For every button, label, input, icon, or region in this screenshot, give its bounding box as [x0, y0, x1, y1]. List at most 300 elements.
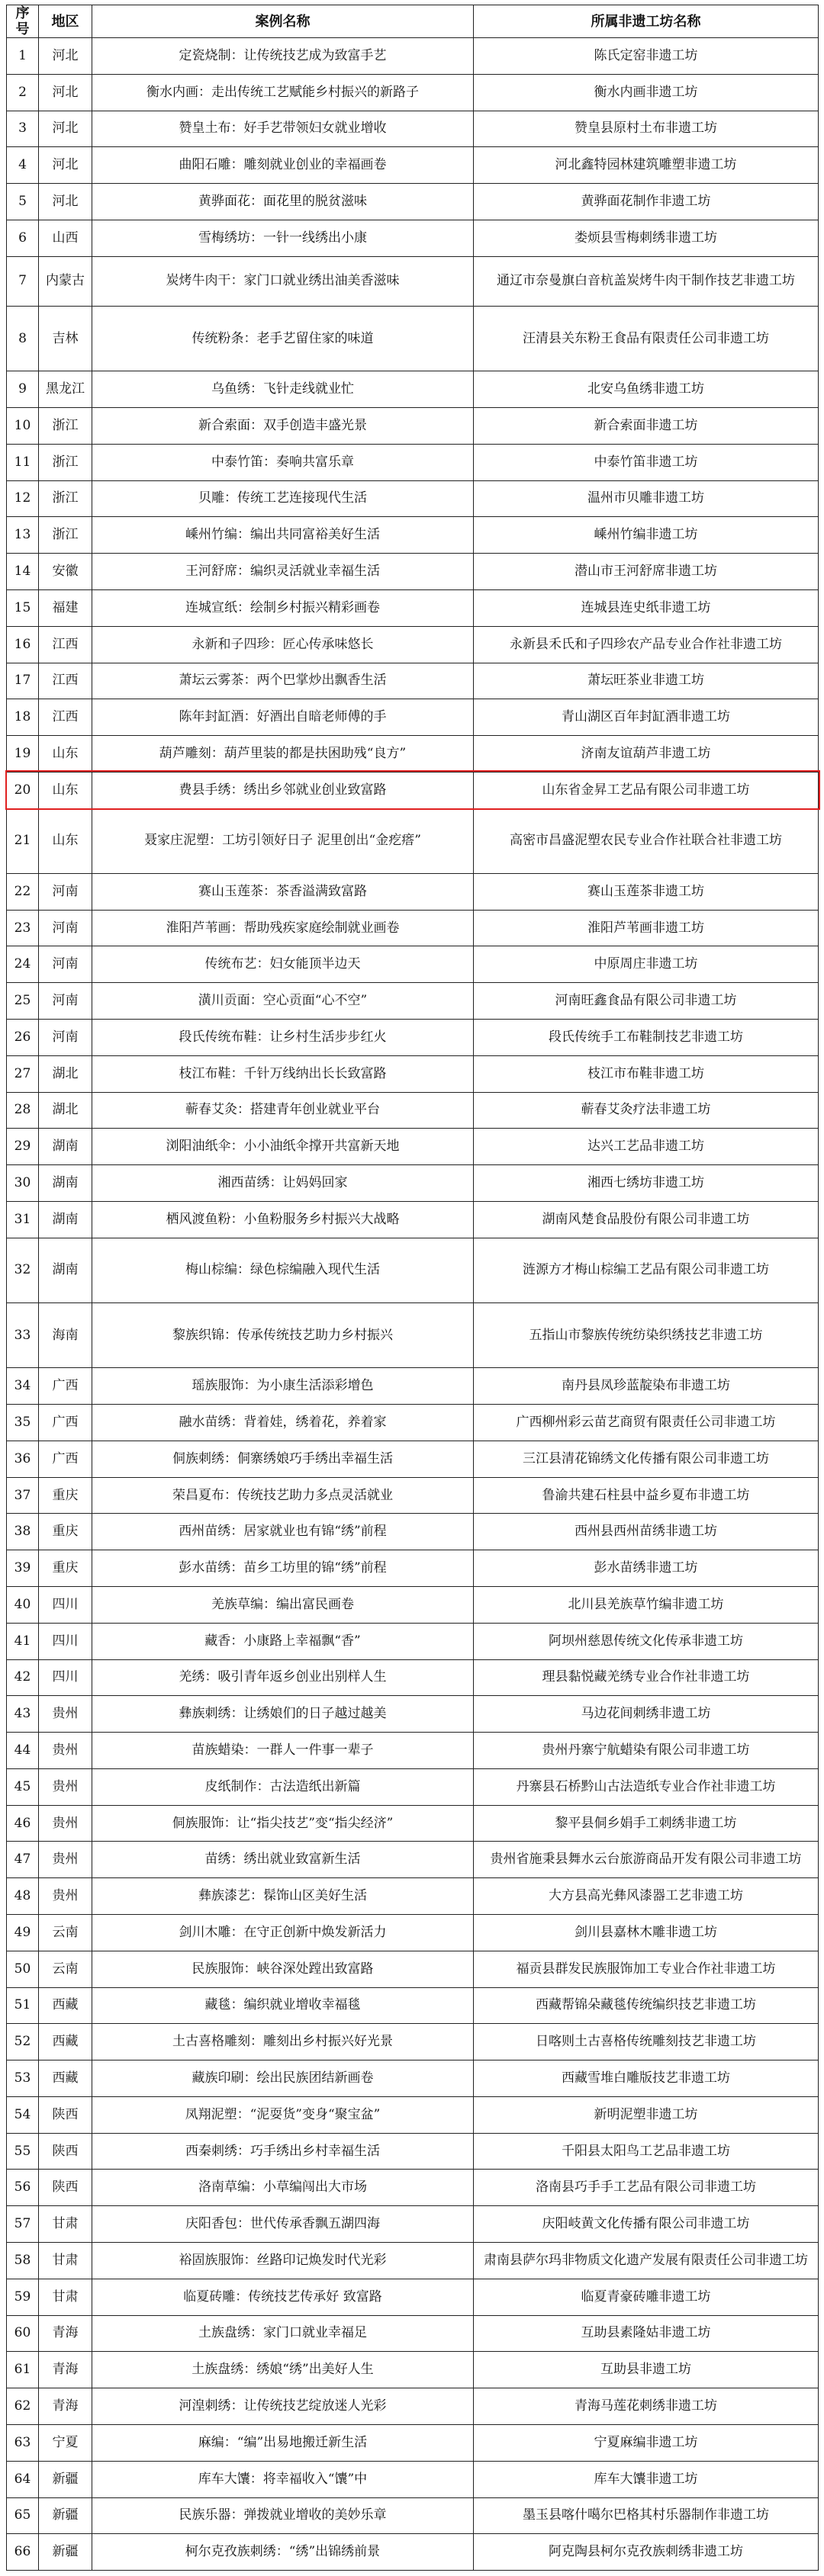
row-workshop: 西藏帮锦朵藏毯传统编织技艺非遗工坊 [474, 1987, 819, 2024]
row-workshop: 墨玉县喀什噶尔巴格其村乐器制作非遗工坊 [474, 2497, 819, 2534]
row-no: 65 [7, 2497, 39, 2534]
row-no: 16 [7, 626, 39, 663]
table-row [7, 2024, 819, 2060]
table-row [7, 480, 819, 517]
row-workshop: 段氏传统手工布鞋制技艺非遗工坊 [474, 1020, 819, 1056]
table-row [7, 2534, 819, 2571]
row-no: 20 [7, 772, 39, 808]
row-workshop: 连城县连史纸非遗工坊 [474, 589, 819, 626]
row-workshop: 永新县禾氏和子四珍农产品专业合作社非遗工坊 [474, 626, 819, 663]
row-case: 土族盘绣：绣娘“绣”出美好人生 [92, 2352, 474, 2388]
row-no: 5 [7, 184, 39, 220]
row-workshop: 枝江市布鞋非遗工坊 [474, 1055, 819, 1092]
row-case: 潢川贡面：空心贡面“心不空” [92, 983, 474, 1020]
row-workshop: 新明泥塑非遗工坊 [474, 2096, 819, 2133]
row-workshop: 洛南县巧手手工艺品有限公司非遗工坊 [474, 2170, 819, 2206]
row-province: 贵州 [39, 1878, 92, 1915]
table-row [7, 1696, 819, 1733]
row-province: 浙江 [39, 408, 92, 445]
row-case: 羌族草编：编出富民画卷 [92, 1586, 474, 1623]
table-row [7, 1129, 819, 1165]
row-case: 瑶族服饰：为小康生活添彩增色 [92, 1368, 474, 1405]
row-province: 青海 [39, 2388, 92, 2425]
row-province: 河南 [39, 946, 92, 983]
row-case: 衡水内画：走出传统工艺赋能乡村振兴的新路子 [92, 74, 474, 111]
table-row [7, 2060, 819, 2097]
row-no: 14 [7, 554, 39, 590]
table-row [7, 2096, 819, 2133]
row-case: 彭水苗绣：苗乡工坊里的锦“绣”前程 [92, 1550, 474, 1587]
table-row [7, 1238, 819, 1302]
row-province: 江西 [39, 699, 92, 736]
row-case: 葫芦雕刻：葫芦里装的都是扶困助残“良方” [92, 736, 474, 772]
row-workshop: 河北鑫特园林建筑雕塑非遗工坊 [474, 147, 819, 184]
row-case: 皮纸制作：古法造纸出新篇 [92, 1768, 474, 1805]
row-province: 重庆 [39, 1550, 92, 1587]
row-workshop: 福贡县群发民族服饰加工专业合作社非遗工坊 [474, 1951, 819, 1987]
table-row [7, 444, 819, 480]
row-case: 聂家庄泥塑：工坊引领好日子 泥里创出“金疙瘩” [92, 808, 474, 873]
row-no: 55 [7, 2133, 39, 2170]
row-workshop: 中泰竹笛非遗工坊 [474, 444, 819, 480]
row-no: 11 [7, 444, 39, 480]
row-case: 西州苗绣：居家就业也有锦“绣”前程 [92, 1514, 474, 1550]
row-no: 12 [7, 480, 39, 517]
row-case: 临夏砖雕：传统技艺传承好 致富路 [92, 2279, 474, 2315]
row-no: 38 [7, 1514, 39, 1550]
table-row [7, 256, 819, 306]
row-province: 河北 [39, 74, 92, 111]
row-no: 57 [7, 2206, 39, 2243]
row-case: 传统布艺：妇女能顶半边天 [92, 946, 474, 983]
row-no: 18 [7, 699, 39, 736]
row-province: 浙江 [39, 444, 92, 480]
row-no: 10 [7, 408, 39, 445]
row-province: 湖南 [39, 1129, 92, 1165]
row-workshop: 五指山市黎族传统纺染织绣技艺非遗工坊 [474, 1303, 819, 1368]
row-workshop: 山东省金昇工艺品有限公司非遗工坊 [474, 772, 819, 808]
row-case: 羌绣：吸引青年返乡创业出别样人生 [92, 1659, 474, 1696]
row-workshop: 彭水苗绣非遗工坊 [474, 1550, 819, 1587]
row-case: 苗绣：绣出就业致富新生活 [92, 1842, 474, 1878]
row-case: 赛山玉莲茶：茶香溢满致富路 [92, 873, 474, 910]
row-case: 定瓷烧制：让传统技艺成为致富手艺 [92, 38, 474, 75]
row-workshop: 贵州省施秉县舞水云台旅游商品开发有限公司非遗工坊 [474, 1842, 819, 1878]
header-no: 序号 [7, 5, 39, 38]
row-province: 河南 [39, 873, 92, 910]
row-province: 浙江 [39, 480, 92, 517]
row-case: 浏阳油纸伞：小小油纸伞撑开共富新天地 [92, 1129, 474, 1165]
row-workshop: 赛山玉莲茶非遗工坊 [474, 873, 819, 910]
row-no: 32 [7, 1238, 39, 1302]
row-workshop: 青山湖区百年封缸酒非遗工坊 [474, 699, 819, 736]
row-workshop: 通辽市奈曼旗白音杭盖炭烤牛肉干制作技艺非遗工坊 [474, 256, 819, 306]
row-workshop: 温州市贝雕非遗工坊 [474, 480, 819, 517]
row-case: 陈年封缸酒：好酒出自暗老师傅的手 [92, 699, 474, 736]
row-no: 8 [7, 306, 39, 371]
row-case: 土族盘绣：家门口就业幸福足 [92, 2315, 474, 2352]
table-row [7, 220, 819, 256]
row-case: 洛南草编：小草编闯出大市场 [92, 2170, 474, 2206]
row-workshop: 北安乌鱼绣非遗工坊 [474, 371, 819, 408]
row-province: 吉林 [39, 306, 92, 371]
row-case: 炭烤牛肉干：家门口就业绣出油美香滋味 [92, 256, 474, 306]
row-workshop: 阿坝州慈恩传统文化传承非遗工坊 [474, 1623, 819, 1659]
row-case: 西秦刺绣：巧手绣出乡村幸福生活 [92, 2133, 474, 2170]
row-province: 新疆 [39, 2461, 92, 2497]
row-workshop: 北川县羌族草竹编非遗工坊 [474, 1586, 819, 1623]
table-row [7, 147, 819, 184]
table-row [7, 699, 819, 736]
case-list-table [6, 5, 819, 2571]
row-workshop: 河南旺鑫食品有限公司非遗工坊 [474, 983, 819, 1020]
row-province: 重庆 [39, 1514, 92, 1550]
row-case: 蕲春艾灸：搭建青年创业就业平台 [92, 1092, 474, 1129]
row-workshop: 千阳县太阳鸟工艺品非遗工坊 [474, 2133, 819, 2170]
row-case: 藏毯：编织就业增收幸福毯 [92, 1987, 474, 2024]
table-row [7, 983, 819, 1020]
row-province: 云南 [39, 1951, 92, 1987]
table-row [7, 946, 819, 983]
row-province: 河南 [39, 1020, 92, 1056]
header-case: 案例名称 [92, 5, 474, 38]
table-row [7, 2315, 819, 2352]
row-case: 雪梅绣坊：一针一线绣出小康 [92, 220, 474, 256]
row-province: 四川 [39, 1659, 92, 1696]
row-workshop: 西州县西州苗绣非遗工坊 [474, 1514, 819, 1550]
row-no: 24 [7, 946, 39, 983]
row-workshop: 淮阳芦苇画非遗工坊 [474, 910, 819, 946]
row-case: 土古喜格雕刻：雕刻出乡村振兴好光景 [92, 2024, 474, 2060]
row-case: 裕固族服饰：丝路印记焕发时代光彩 [92, 2243, 474, 2279]
table-row [7, 517, 819, 554]
row-province: 西藏 [39, 1987, 92, 2024]
table-row [7, 663, 819, 699]
row-province: 黑龙江 [39, 371, 92, 408]
table-row [7, 910, 819, 946]
row-workshop: 庆阳岐黄文化传播有限公司非遗工坊 [474, 2206, 819, 2243]
table-row [7, 1987, 819, 2024]
row-workshop: 贵州丹寨宁航蜡染有限公司非遗工坊 [474, 1733, 819, 1769]
row-workshop: 大方县高光彝风漆器工艺非遗工坊 [474, 1878, 819, 1915]
row-workshop: 马边花间刺绣非遗工坊 [474, 1696, 819, 1733]
row-case: 庆阳香包：世代传承香飘五湖四海 [92, 2206, 474, 2243]
row-no: 40 [7, 1586, 39, 1623]
row-case: 栖风渡鱼粉：小鱼粉服务乡村振兴大战略 [92, 1201, 474, 1238]
row-case: 融水苗绣：背着娃，绣着花，养着家 [92, 1405, 474, 1441]
row-province: 浙江 [39, 517, 92, 554]
row-workshop: 潜山市王河舒席非遗工坊 [474, 554, 819, 590]
row-no: 17 [7, 663, 39, 699]
row-workshop: 三江县清花锦绣文化传播有限公司非遗工坊 [474, 1441, 819, 1477]
table-row [7, 1915, 819, 1951]
row-province: 四川 [39, 1623, 92, 1659]
row-no: 27 [7, 1055, 39, 1092]
row-no: 34 [7, 1368, 39, 1405]
row-case: 库车大馕：将幸福收入“馕”中 [92, 2461, 474, 2497]
row-case: 传统粉条：老手艺留住家的味道 [92, 306, 474, 371]
row-workshop: 蕲春艾灸疗法非遗工坊 [474, 1092, 819, 1129]
row-workshop: 嵊州竹编非遗工坊 [474, 517, 819, 554]
row-province: 山东 [39, 736, 92, 772]
row-no: 13 [7, 517, 39, 554]
table-row [7, 2461, 819, 2497]
row-case: 凤翔泥塑：“泥耍货”变身“聚宝盆” [92, 2096, 474, 2133]
row-workshop: 青海马莲花刺绣非遗工坊 [474, 2388, 819, 2425]
row-no: 6 [7, 220, 39, 256]
table-row [7, 2206, 819, 2243]
row-no: 9 [7, 371, 39, 408]
table-row [7, 626, 819, 663]
table-row [7, 1092, 819, 1129]
table-row [7, 1659, 819, 1696]
table-row [7, 2388, 819, 2425]
row-case: 费县手绣：绣出乡邻就业创业致富路 [92, 772, 474, 808]
row-province: 河南 [39, 983, 92, 1020]
row-no: 7 [7, 256, 39, 306]
table-row [7, 1623, 819, 1659]
row-case: 湘西苗绣：让妈妈回家 [92, 1165, 474, 1202]
row-workshop: 临夏青豪砖雕非遗工坊 [474, 2279, 819, 2315]
table-row [7, 808, 819, 873]
row-province: 重庆 [39, 1477, 92, 1514]
row-no: 31 [7, 1201, 39, 1238]
row-no: 62 [7, 2388, 39, 2425]
row-case: 赞皇土布：好手艺带领妇女就业增收 [92, 111, 474, 147]
row-workshop: 萧坛旺茶业非遗工坊 [474, 663, 819, 699]
table-row [7, 873, 819, 910]
row-no: 21 [7, 808, 39, 873]
row-case: 王河舒席：编织灵活就业幸福生活 [92, 554, 474, 590]
row-no: 52 [7, 2024, 39, 2060]
row-workshop: 达兴工艺品非遗工坊 [474, 1129, 819, 1165]
case-list-table-container [6, 5, 819, 2571]
row-workshop: 高密市昌盛泥塑农民专业合作社联合社非遗工坊 [474, 808, 819, 873]
row-no: 49 [7, 1915, 39, 1951]
table-row [7, 184, 819, 220]
row-case: 乌鱼绣：飞针走线就业忙 [92, 371, 474, 408]
table-row [7, 1165, 819, 1202]
row-case: 段氏传统布鞋：让乡村生活步步红火 [92, 1020, 474, 1056]
row-province: 河南 [39, 910, 92, 946]
row-province: 海南 [39, 1303, 92, 1368]
row-no: 4 [7, 147, 39, 184]
row-workshop: 广西柳州彩云苗艺商贸有限责任公司非遗工坊 [474, 1405, 819, 1441]
row-workshop: 南丹县凤珍蓝靛染布非遗工坊 [474, 1368, 819, 1405]
table-row [7, 2352, 819, 2388]
row-workshop: 宁夏麻编非遗工坊 [474, 2424, 819, 2461]
row-province: 陕西 [39, 2170, 92, 2206]
row-case: 侗族刺绣：侗寨绣娘巧手绣出幸福生活 [92, 1441, 474, 1477]
table-row [7, 1805, 819, 1842]
table-row [7, 38, 819, 75]
table-row [7, 111, 819, 147]
row-no: 39 [7, 1550, 39, 1587]
row-province: 贵州 [39, 1696, 92, 1733]
row-workshop: 新合索面非遗工坊 [474, 408, 819, 445]
row-no: 29 [7, 1129, 39, 1165]
row-case: 侗族服饰：让“指尖技艺”变“指尖经济” [92, 1805, 474, 1842]
row-workshop: 肃南县萨尔玛非物质文化遗产发展有限责任公司非遗工坊 [474, 2243, 819, 2279]
row-case: 嵊州竹编：编出共同富裕美好生活 [92, 517, 474, 554]
row-province: 贵州 [39, 1733, 92, 1769]
row-workshop: 衡水内画非遗工坊 [474, 74, 819, 111]
table-row [7, 1303, 819, 1368]
row-province: 福建 [39, 589, 92, 626]
row-workshop: 汪清县关东粉王食品有限责任公司非遗工坊 [474, 306, 819, 371]
row-province: 西藏 [39, 2024, 92, 2060]
row-no: 41 [7, 1623, 39, 1659]
row-no: 51 [7, 1987, 39, 2024]
row-no: 1 [7, 38, 39, 75]
table-row [7, 371, 819, 408]
row-case: 彝族刺绣：让绣娘们的日子越过越美 [92, 1696, 474, 1733]
row-province: 湖南 [39, 1201, 92, 1238]
row-province: 河北 [39, 111, 92, 147]
table-row [7, 1768, 819, 1805]
row-province: 甘肃 [39, 2243, 92, 2279]
row-province: 新疆 [39, 2497, 92, 2534]
header-province: 地区 [39, 5, 92, 38]
row-province: 河北 [39, 147, 92, 184]
row-case: 梅山棕编：绿色棕编融入现代生活 [92, 1238, 474, 1302]
table-row [7, 1550, 819, 1587]
row-case: 黎族织锦：传承传统技艺助力乡村振兴 [92, 1303, 474, 1368]
table-row [7, 2133, 819, 2170]
row-no: 15 [7, 589, 39, 626]
row-workshop: 陈氏定窑非遗工坊 [474, 38, 819, 75]
table-row [7, 1441, 819, 1477]
row-case: 贝雕：传统工艺连接现代生活 [92, 480, 474, 517]
row-no: 61 [7, 2352, 39, 2388]
row-province: 甘肃 [39, 2279, 92, 2315]
row-province: 广西 [39, 1441, 92, 1477]
row-case: 民族乐器：弹拨就业增收的美妙乐章 [92, 2497, 474, 2534]
row-no: 19 [7, 736, 39, 772]
row-no: 64 [7, 2461, 39, 2497]
row-province: 广西 [39, 1405, 92, 1441]
row-no: 26 [7, 1020, 39, 1056]
row-province: 贵州 [39, 1768, 92, 1805]
row-province: 陕西 [39, 2096, 92, 2133]
row-case: 麻编：“编”出易地搬迁新生活 [92, 2424, 474, 2461]
row-province: 广西 [39, 1368, 92, 1405]
row-province: 江西 [39, 626, 92, 663]
row-case: 中泰竹笛：奏响共富乐章 [92, 444, 474, 480]
row-no: 56 [7, 2170, 39, 2206]
row-case: 枝江布鞋：千针万线纳出长长致富路 [92, 1055, 474, 1092]
table-body [7, 38, 819, 2571]
row-province: 湖北 [39, 1055, 92, 1092]
row-no: 58 [7, 2243, 39, 2279]
row-case: 永新和子四珍：匠心传承味悠长 [92, 626, 474, 663]
row-workshop: 湖南风楚食品股份有限公司非遗工坊 [474, 1201, 819, 1238]
row-no: 47 [7, 1842, 39, 1878]
row-province: 青海 [39, 2352, 92, 2388]
row-case: 荣昌夏布：传统技艺助力多点灵活就业 [92, 1477, 474, 1514]
table-row [7, 2497, 819, 2534]
row-no: 30 [7, 1165, 39, 1202]
row-no: 60 [7, 2315, 39, 2352]
table-row [7, 74, 819, 111]
row-province: 宁夏 [39, 2424, 92, 2461]
table-row [7, 2279, 819, 2315]
row-province: 贵州 [39, 1842, 92, 1878]
row-workshop: 鲁渝共建石柱县中益乡夏布非遗工坊 [474, 1477, 819, 1514]
table-row [7, 1842, 819, 1878]
table-row [7, 1514, 819, 1550]
row-province: 西藏 [39, 2060, 92, 2097]
row-case: 藏族印刷：绘出民族团结新画卷 [92, 2060, 474, 2097]
table-row [7, 736, 819, 772]
row-workshop: 娄烦县雪梅刺绣非遗工坊 [474, 220, 819, 256]
row-no: 42 [7, 1659, 39, 1696]
row-workshop: 理县黏悦藏羌绣专业合作社非遗工坊 [474, 1659, 819, 1696]
table-row [7, 1477, 819, 1514]
row-no: 63 [7, 2424, 39, 2461]
row-no: 28 [7, 1092, 39, 1129]
row-province: 河北 [39, 38, 92, 75]
row-workshop: 日喀则土古喜格传统雕刻技艺非遗工坊 [474, 2024, 819, 2060]
row-workshop: 黎平县侗乡娟手工刺绣非遗工坊 [474, 1805, 819, 1842]
row-case: 柯尔克孜族刺绣：“绣”出锦绣前景 [92, 2534, 474, 2571]
row-case: 淮阳芦苇画：帮助残疾家庭绘制就业画卷 [92, 910, 474, 946]
table-row [7, 408, 819, 445]
row-case: 河湟刺绣：让传统技艺绽放迷人光彩 [92, 2388, 474, 2425]
row-province: 山东 [39, 808, 92, 873]
row-workshop: 涟源方才梅山棕编工艺品有限公司非遗工坊 [474, 1238, 819, 1302]
row-no: 3 [7, 111, 39, 147]
table-row [7, 1201, 819, 1238]
row-province: 贵州 [39, 1805, 92, 1842]
row-no: 35 [7, 1405, 39, 1441]
row-no: 22 [7, 873, 39, 910]
row-province: 新疆 [39, 2534, 92, 2571]
table-row [7, 1733, 819, 1769]
row-province: 甘肃 [39, 2206, 92, 2243]
row-workshop: 湘西七绣坊非遗工坊 [474, 1165, 819, 1202]
row-workshop: 阿克陶县柯尔克孜族刺绣非遗工坊 [474, 2534, 819, 2571]
table-row [7, 589, 819, 626]
row-no: 2 [7, 74, 39, 111]
row-workshop: 互助县素隆姑非遗工坊 [474, 2315, 819, 2352]
row-province: 山东 [39, 772, 92, 808]
row-no: 45 [7, 1768, 39, 1805]
row-case: 苗族蜡染：一群人一件事一辈子 [92, 1733, 474, 1769]
header-row [7, 5, 819, 38]
header-workshop: 所属非遗工坊名称 [474, 5, 819, 38]
row-no: 23 [7, 910, 39, 946]
table-row [7, 1368, 819, 1405]
row-province: 云南 [39, 1915, 92, 1951]
row-province: 四川 [39, 1586, 92, 1623]
row-province: 安徽 [39, 554, 92, 590]
row-workshop: 西藏雪堆白雕版技艺非遗工坊 [474, 2060, 819, 2097]
row-case: 民族服饰：峡谷深处蹚出致富路 [92, 1951, 474, 1987]
table-row [7, 1405, 819, 1441]
row-workshop: 库车大馕非遗工坊 [474, 2461, 819, 2497]
row-workshop: 剑川县嘉林木雕非遗工坊 [474, 1915, 819, 1951]
table-row [7, 554, 819, 590]
row-no: 53 [7, 2060, 39, 2097]
row-case: 剑川木雕：在守正创新中焕发新活力 [92, 1915, 474, 1951]
row-no: 43 [7, 1696, 39, 1733]
table-row [7, 306, 819, 371]
row-province: 湖北 [39, 1092, 92, 1129]
row-province: 陕西 [39, 2133, 92, 2170]
row-no: 33 [7, 1303, 39, 1368]
table-row [7, 1020, 819, 1056]
